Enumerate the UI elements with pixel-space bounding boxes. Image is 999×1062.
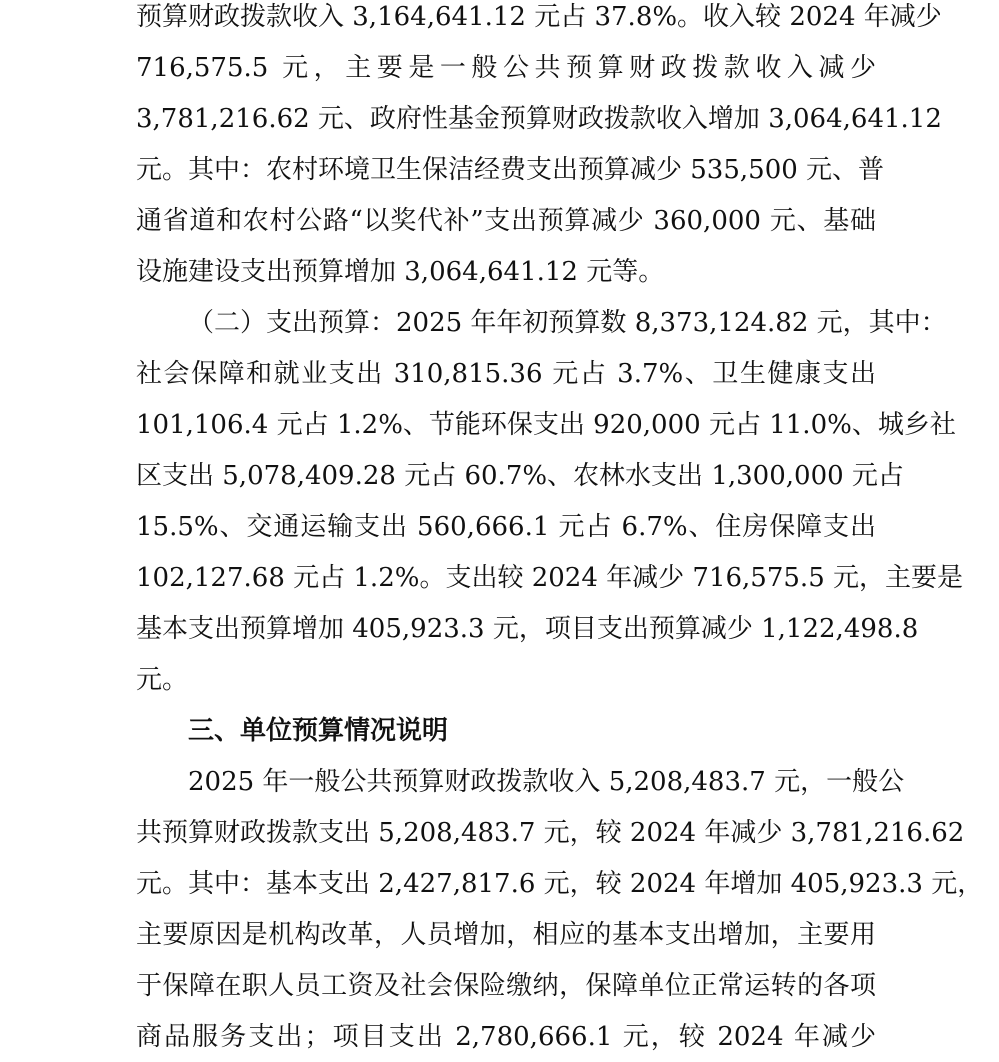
paragraph-line: 101,106.4 元占 1.2%、节能环保支出 920,000 元占 11.0%、城乡社	[136, 410, 956, 440]
paragraph-line: 716,575.5 元，主要是一般公共预算财政拨款收入减少	[136, 53, 876, 83]
section-heading: 三、单位预算情况说明	[188, 716, 449, 746]
paragraph-line: 元。	[136, 665, 189, 695]
paragraph-line: 2025 年一般公共预算财政拨款收入 5,208,483.7 元，一般公	[188, 767, 905, 797]
paragraph-line: （二）支出预算：2025 年年初预算数 8,373,124.82 元，其中：	[188, 308, 947, 338]
paragraph-line: 元。其中：基本支出 2,427,817.6 元，较 2024 年增加 405,923.3 元，	[136, 869, 984, 899]
paragraph-line: 基本支出预算增加 405,923.3 元，项目支出预算减少 1,122,498.8	[136, 614, 919, 644]
paragraph-line: 商品服务支出；项目支出 2,780,666.1 元，较 2024 年减少	[136, 1022, 876, 1052]
paragraph-line: 于保障在职人员工资及社会保险缴纳，保障单位正常运转的各项	[136, 971, 876, 1001]
paragraph-line: 15.5%、交通运输支出 560,666.1 元占 6.7%、住房保障支出	[136, 512, 876, 542]
paragraph-line: 预算财政拨款收入 3,164,641.12 元占 37.8%。收入较 2024 年减少	[136, 2, 942, 32]
paragraph-line: 区支出 5,078,409.28 元占 60.7%、农林水支出 1,300,000 元占	[136, 461, 904, 491]
paragraph-line: 设施建设支出预算增加 3,064,641.12 元等。	[136, 257, 665, 287]
paragraph-line: 主要原因是机构改革，人员增加，相应的基本支出增加，主要用	[136, 920, 876, 950]
paragraph-line: 3,781,216.62 元、政府性基金预算财政拨款收入增加 3,064,641.12	[136, 104, 942, 134]
paragraph-line: 通省道和农村公路“以奖代补”支出预算减少 360,000 元、基础	[136, 206, 876, 236]
paragraph-line: 元。其中：农村环境卫生保洁经费支出预算减少 535,500 元、普	[136, 155, 885, 185]
paragraph-line: 社会保障和就业支出 310,815.36 元占 3.7%、卫生健康支出	[136, 359, 876, 389]
paragraph-line: 102,127.68 元占 1.2%。支出较 2024 年减少 716,575.5 元，主要是	[136, 563, 963, 593]
paragraph-line: 共预算财政拨款支出 5,208,483.7 元，较 2024 年减少 3,781,216.62	[136, 818, 965, 848]
